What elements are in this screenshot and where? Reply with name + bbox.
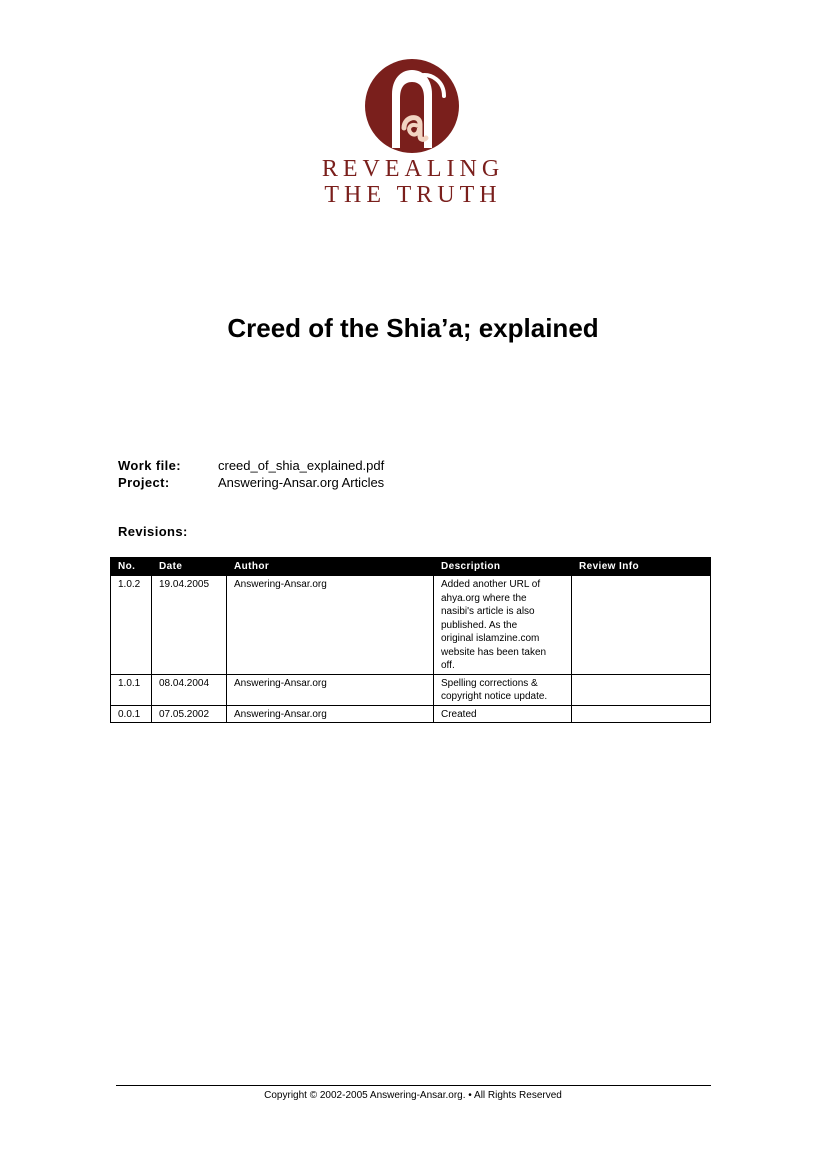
description-line: nasibi's article is also [441,606,535,617]
column-header-author: Author [227,558,434,576]
revision-number: 1.0.1 [111,674,152,705]
revision-review-info [572,705,711,723]
column-header-no: No. [111,558,152,576]
description-line: published. As the [441,619,518,631]
logo-tagline-line2: THE TRUTH [324,182,502,208]
footer-copyright: Copyright © 2002-2005 Answering-Ansar.org. • All Rights Reserved [264,1090,562,1101]
description-line: Spelling corrections & [441,677,538,689]
revision-review-info [572,674,711,705]
revision-description [434,674,572,705]
description-line: ahya.org where the [441,592,527,604]
revisions-table [110,557,711,723]
document-title: Creed of the Shia’a; explained [227,313,599,343]
project-value: Answering-Ansar.org Articles [218,475,385,490]
revision-date: 19.04.2005 [152,576,227,675]
description-line: Added another URL of [441,579,541,590]
table-row [111,576,711,675]
revision-number: 0.0.1 [111,705,152,723]
column-header-review-info: Review Info [572,558,711,576]
project-label: Project: [118,475,170,490]
revision-author: Answering-Ansar.org [227,705,434,723]
revision-date: 07.05.2002 [152,705,227,723]
logo-tagline-line1: REVEALING [321,156,505,182]
revision-author: Answering-Ansar.org [227,576,434,675]
description-line: Created [441,708,477,720]
work-file-label: Work file: [118,458,181,473]
work-file-value: creed_of_shia_explained.pdf [218,458,385,473]
revision-author: Answering-Ansar.org [227,674,434,705]
revision-date: 08.04.2004 [152,674,227,705]
table-row [111,674,711,705]
column-header-date: Date [152,558,227,576]
table-row [111,705,711,723]
footer-divider [116,1085,711,1086]
revisions-heading: Revisions: [118,524,188,539]
revision-review-info [572,576,711,675]
revision-description [434,576,572,675]
description-line: copyright notice update. [441,691,548,702]
description-line: website has been taken [441,646,547,658]
logo-icon [362,56,462,156]
column-header-description: Description [434,558,572,576]
description-line: original islamzine.com [441,633,540,644]
description-line: off. [441,660,455,671]
revision-number: 1.0.2 [111,576,152,675]
revision-description [434,705,572,723]
table-header-row [111,558,711,576]
